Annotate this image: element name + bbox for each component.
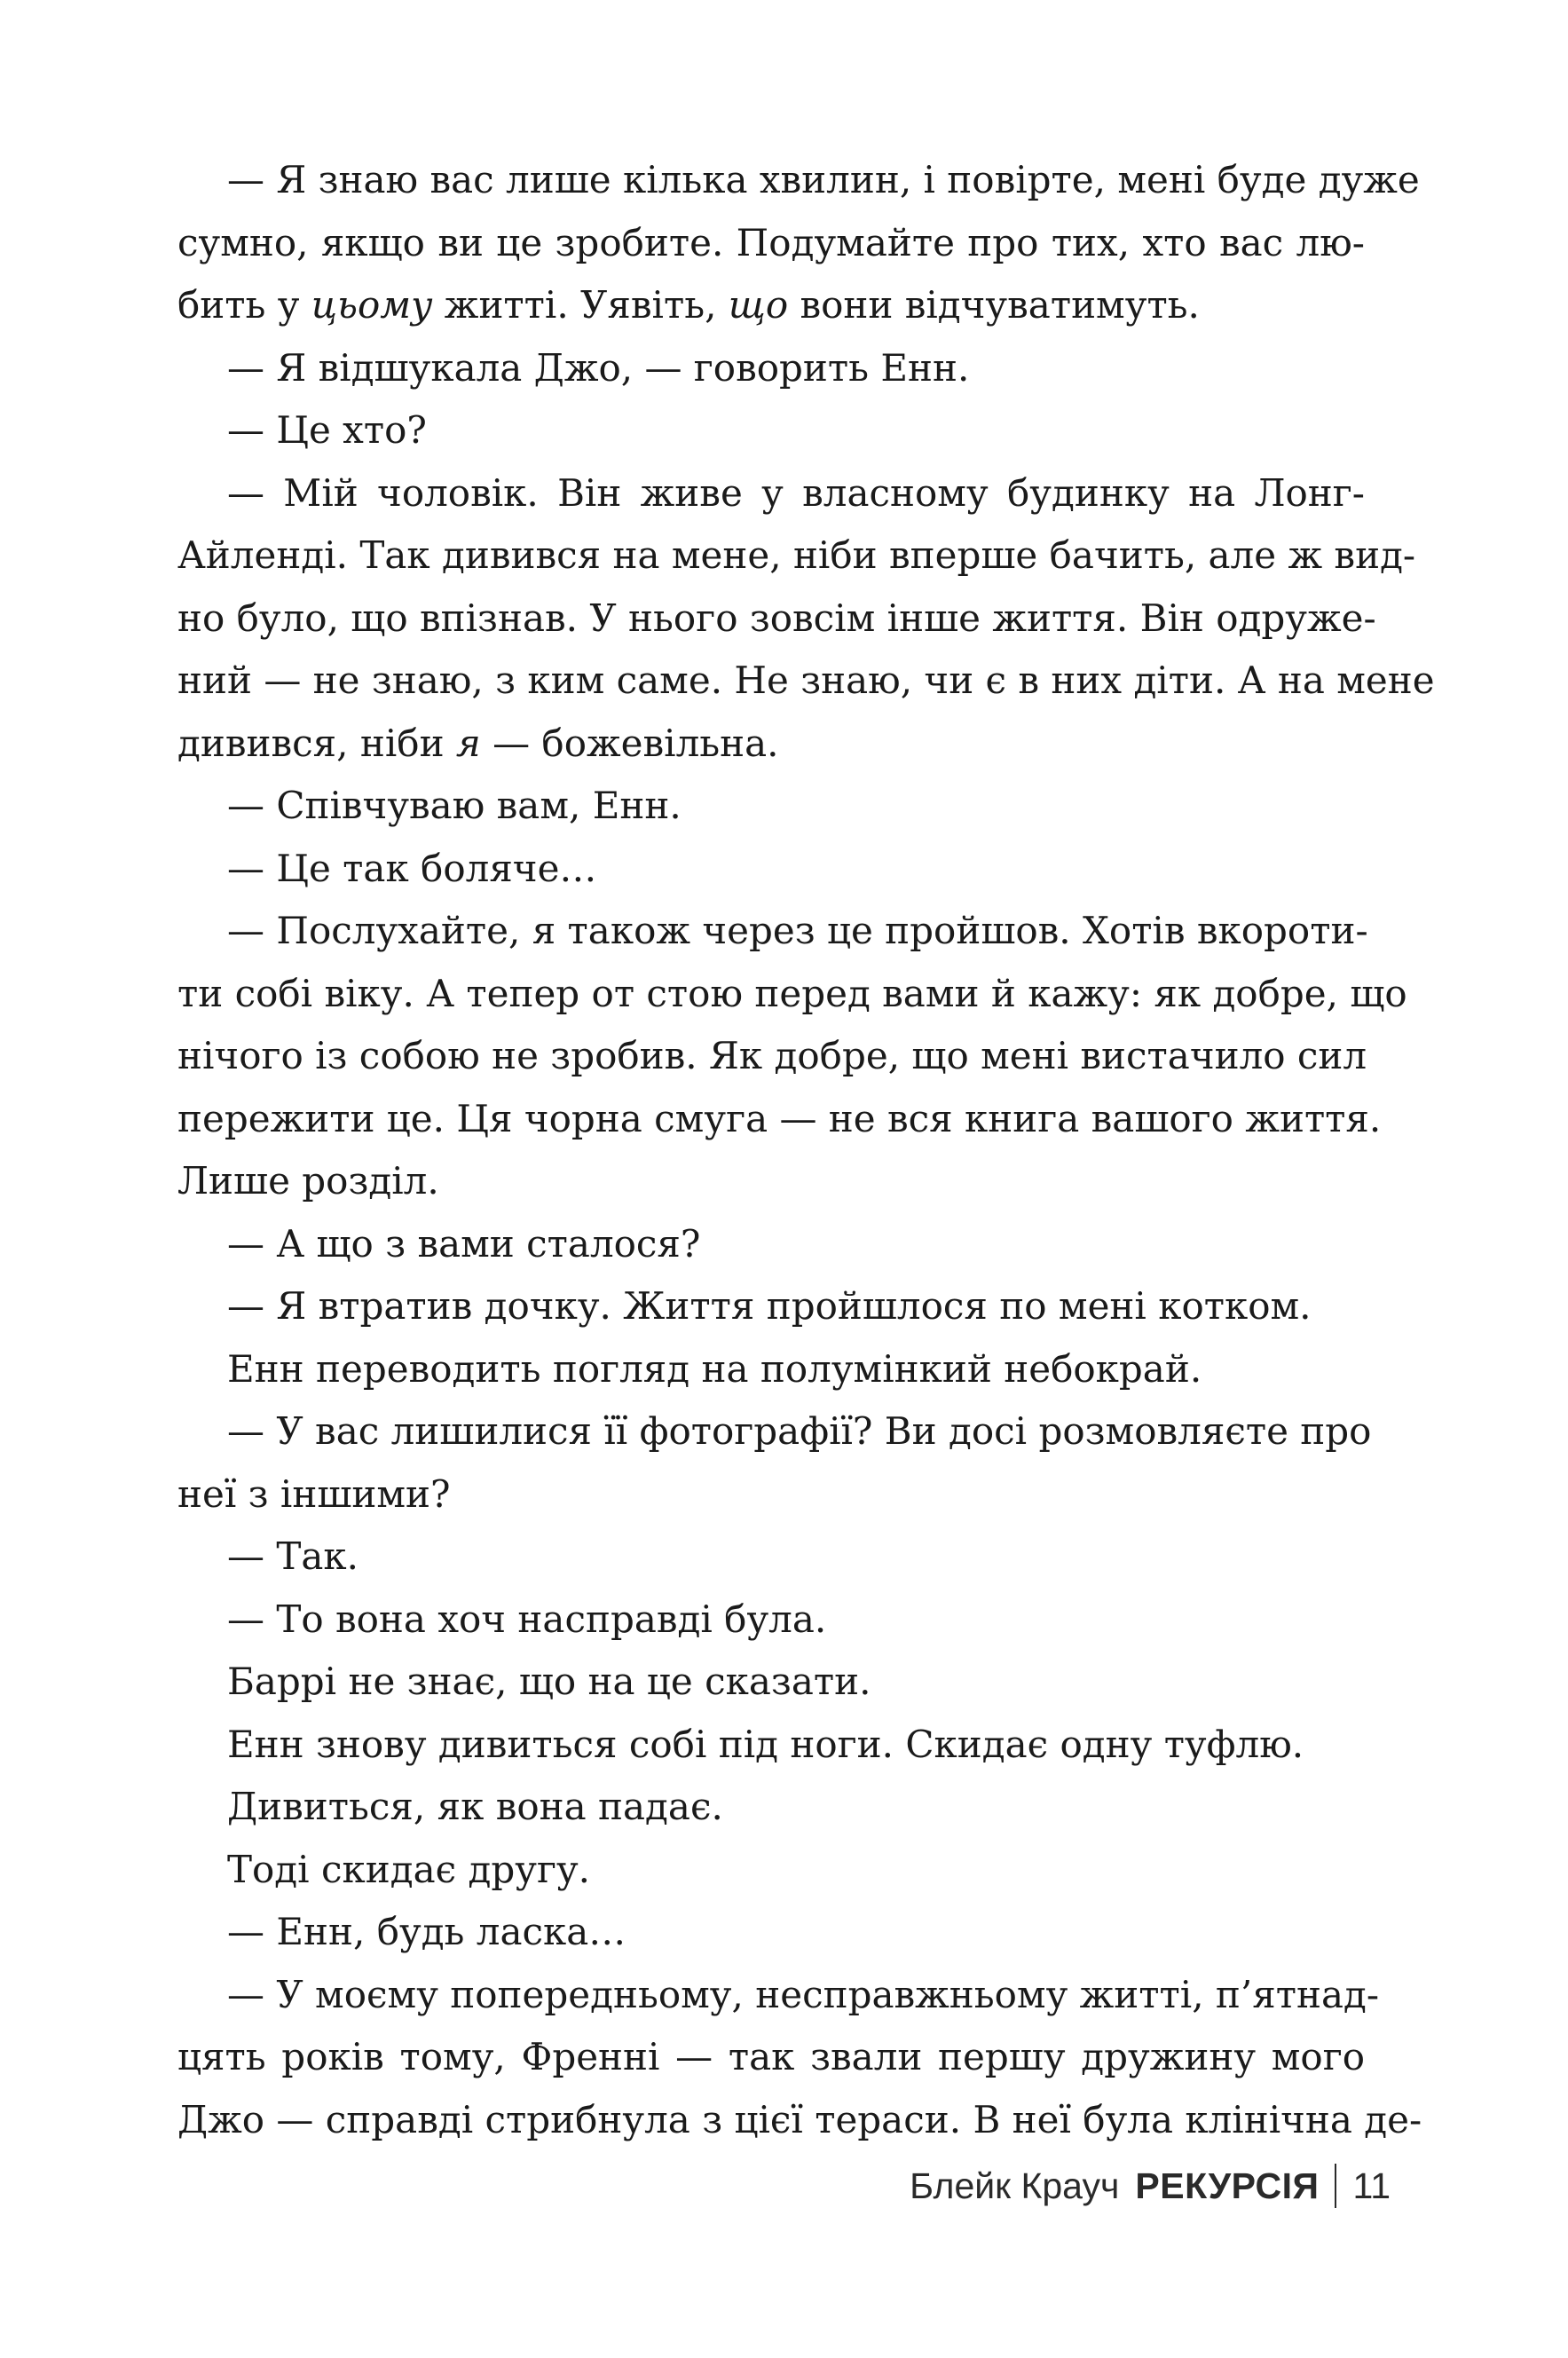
line-segment: дивився, ніби	[177, 721, 456, 765]
footer-book-title: РЕКУРСІЯ	[1135, 2165, 1320, 2206]
text-line: — А що з вами сталося?	[227, 1221, 701, 1266]
emphasis-text: що	[728, 283, 789, 327]
text-line: — Співчуваю вам, Енн.	[227, 784, 682, 827]
text-line: — Так.	[227, 1534, 359, 1578]
line-segment: житті. Уявіть,	[432, 283, 729, 327]
text-line: Баррі не знає, що на це сказати.	[227, 1660, 871, 1703]
text-line: — Я втратив дочку. Життя пройшлося по мені котком.	[227, 1284, 1312, 1328]
text-line: — У вас лишилися її фотографії? Ви досі розмовляєте про	[227, 1409, 1372, 1453]
text-line: — Це хто?	[227, 408, 427, 452]
text-line: Енн переводить погляд на полумінкий небокрай.	[227, 1346, 1202, 1391]
page-number: 11	[1352, 2165, 1391, 2206]
text-line: Джо — справді стрибнула з цієї тераси. В неї була клінічна де-	[177, 2097, 1422, 2141]
text-line: — Я відшукала Джо, — говорить Енн.	[227, 345, 970, 390]
text-line: — Це так боляче…	[227, 846, 597, 890]
text-line: Дивиться, як вона падає.	[227, 1785, 723, 1828]
emphasis-text: цьому	[311, 283, 433, 327]
text-line: цять років тому, Френні — так звали першу дружину мого	[177, 2035, 1365, 2078]
footer-separator	[1335, 2164, 1336, 2208]
text-line: нічого із собою не зробив. Як добре, що мені вистачило сил	[177, 1034, 1367, 1077]
text-line: — Я знаю вас лише кілька хвилин, і повірте, мені буде дуже	[227, 158, 1420, 201]
text-line: Тоді скидає другу.	[227, 1847, 591, 1891]
body-text	[177, 149, 1435, 2151]
text-line: Айленді. Так дивився на мене, ніби вперше бачить, але ж вид-	[177, 533, 1416, 577]
text-line: пережити це. Ця чорна смуга — не вся книга вашого життя.	[177, 1096, 1382, 1140]
text-line: но було, що впізнав. У нього зовсім інше життя. Він одруже-	[177, 595, 1376, 640]
text-line: — Мій чоловік. Він живе у власному будинку на Лонг-	[227, 470, 1365, 515]
text-line: — Послухайте, я також через це пройшов. Хотів вкороти-	[227, 909, 1368, 952]
text-line	[177, 713, 1365, 776]
line-segment: вони відчуватимуть.	[788, 283, 1200, 327]
emphasis-text: я	[455, 721, 481, 765]
text-line: — Енн, будь ласка…	[227, 1910, 626, 1953]
line-segment: бить у	[177, 283, 311, 327]
text-line: Енн знову дивиться собі під ноги. Скидає одну туфлю.	[227, 1722, 1304, 1766]
text-line: ти собі віку. А тепер от стою перед вами й кажу: як добре, що	[177, 971, 1407, 1015]
text-line: ний — не знаю, з ким саме. Не знаю, чи є в них діти. А на мене	[177, 659, 1435, 702]
footer-author: Блейк Крауч	[910, 2165, 1120, 2206]
text-line: — У моєму попередньому, несправжньому житті, п’ятнад-	[227, 1972, 1380, 2016]
text-line	[177, 274, 1365, 337]
running-footer	[910, 2161, 1391, 2211]
text-line: сумно, якщо ви це зробите. Подумайте про тих, хто вас лю-	[177, 220, 1365, 264]
line-segment: — божевільна.	[480, 721, 779, 765]
text-line: — То вона хоч насправді була.	[227, 1597, 827, 1641]
text-line: Лише розділ.	[177, 1159, 439, 1203]
text-line: неї з іншими?	[177, 1471, 451, 1516]
